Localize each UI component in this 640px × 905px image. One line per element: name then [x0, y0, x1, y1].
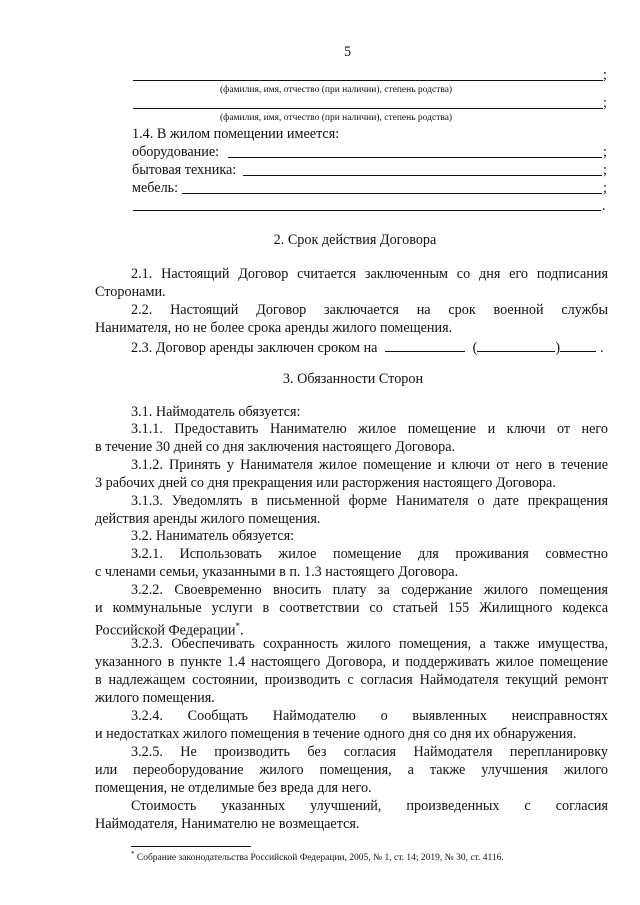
equipment-row4-line — [133, 210, 601, 211]
p325-line2: или переоборудование жилого помещения, а также улучшения жилого — [95, 762, 608, 778]
equipment-row3-label: мебель: — [132, 180, 179, 196]
p22-line2: Нанимателя, но не более срока аренды жилого помещения. — [95, 320, 453, 336]
p323-line1: 3.2.3. Обеспечивать сохранность жилого помещения, а также имущества, — [131, 636, 608, 652]
p312-line2: 3 рабочих дней со дня прекращения или расторжения настоящего Договора. — [95, 475, 556, 491]
equipment-row3-line — [182, 193, 602, 194]
equipment-row1-line — [228, 157, 602, 158]
equipment-row1-label: оборудование: — [132, 144, 220, 160]
p32: 3.2. Наниматель обязуется: — [131, 528, 295, 544]
p324-line2: и недостатках жилого помещения в течение одного дня со дня их обнаружения. — [95, 726, 577, 742]
p322-line2: и коммунальные услуги в соответствии со статьей 155 Жилищного кодекса — [95, 600, 608, 616]
cost-line2: Наймодателя, Нанимателю не возмещается. — [95, 816, 360, 832]
footnote-text: Собрание законодательства Российской Федерации, 2005, № 1, ст. 14; 2019, № 30, ст. 4116. — [136, 853, 504, 864]
p23-open: ( — [472, 340, 478, 356]
equipment-row3-semicolon: ; — [603, 180, 607, 196]
p23-line — [131, 337, 604, 357]
p21-line1: 2.1. Настоящий Договор считается заключенным со дня его подписания — [131, 266, 608, 282]
cost-line1: Стоимость указанных улучшений, произведенных с согласия — [131, 798, 608, 814]
footnote — [131, 848, 504, 864]
relative-semicolon-2: ; — [603, 95, 607, 111]
p311-line1: 3.1.1. Предоставить Нанимателю жилое помещение и ключи от него — [131, 421, 608, 437]
p21-line2: Сторонами. — [95, 284, 166, 300]
p323-line2: указанного в пункте 1.4 настоящего Договора, и поддерживать жилое помещение — [95, 654, 608, 670]
p323-line4: жилого помещения. — [95, 690, 215, 706]
footnote-reference: * — [235, 621, 240, 631]
p322-line1: 3.2.2. Своевременно вносить плату за содержание жилого помещения — [131, 582, 608, 598]
equipment-period: . — [602, 198, 606, 214]
p23-text: 2.3. Договор аренды заключен сроком на — [131, 340, 378, 356]
p322-line3-text: Российской Федерации — [95, 622, 236, 639]
relative-line-1 — [133, 80, 603, 81]
p325-line1: 3.2.5. Не производить без согласия Наймодателя перепланировку — [131, 744, 608, 760]
p23-blank-2 — [477, 337, 555, 352]
p313-line2: действия аренды жилого помещения. — [95, 511, 321, 527]
p23-blank-1 — [385, 337, 465, 352]
section2-title: 2. Срок действия Договора — [273, 232, 437, 248]
footnote-separator — [131, 846, 251, 847]
p23-close: ) — [555, 340, 561, 356]
equipment-row2-line — [243, 175, 602, 176]
p323-line3: в надлежащем состоянии, производить с согласия Наймодателя текущий ремонт — [95, 672, 608, 688]
equipment-heading: 1.4. В жилом помещении имеется: — [132, 126, 340, 142]
relative-line-2 — [133, 108, 603, 109]
page-number: 5 — [344, 44, 352, 60]
p31: 3.1. Наймодатель обязуется: — [131, 404, 301, 420]
p312-line1: 3.1.2. Принять у Нанимателя жилое помещение и ключи от него в течение — [131, 457, 608, 473]
p23-blank-3 — [560, 337, 596, 352]
p321-line1: 3.2.1. Использовать жилое помещение для проживания совместно — [131, 546, 608, 562]
p313-line1: 3.1.3. Уведомлять в письменной форме Нанимателя о дате прекращения — [131, 493, 608, 509]
p325-line3: помещения, не отделимые без вреда для него. — [95, 780, 372, 796]
p324-line1: 3.2.4. Сообщать Наймодателю о выявленных неисправностях — [131, 708, 608, 724]
equipment-row2-semicolon: ; — [603, 162, 607, 178]
section3-title: 3. Обязанности Сторон — [282, 371, 424, 387]
relative-caption-2: (фамилия, имя, отчество (при наличии), степень родства) — [220, 113, 453, 123]
p311-line2: в течение 30 дней со дня заключения настоящего Договора. — [95, 439, 456, 455]
p321-line2: с членами семьи, указанными в п. 1.3 настоящего Договора. — [95, 564, 459, 580]
relative-caption-1: (фамилия, имя, отчество (при наличии), степень родства) — [220, 85, 453, 95]
p322-end: . — [239, 622, 244, 639]
relative-semicolon-1: ; — [603, 67, 607, 83]
equipment-row2-label: бытовая техника: — [132, 162, 237, 178]
p22-line1: 2.2. Настоящий Договор заключается на срок военной службы — [131, 302, 608, 318]
footnote-mark: * — [131, 850, 135, 858]
equipment-row1-semicolon: ; — [603, 144, 607, 160]
p23-end: . — [600, 340, 604, 356]
